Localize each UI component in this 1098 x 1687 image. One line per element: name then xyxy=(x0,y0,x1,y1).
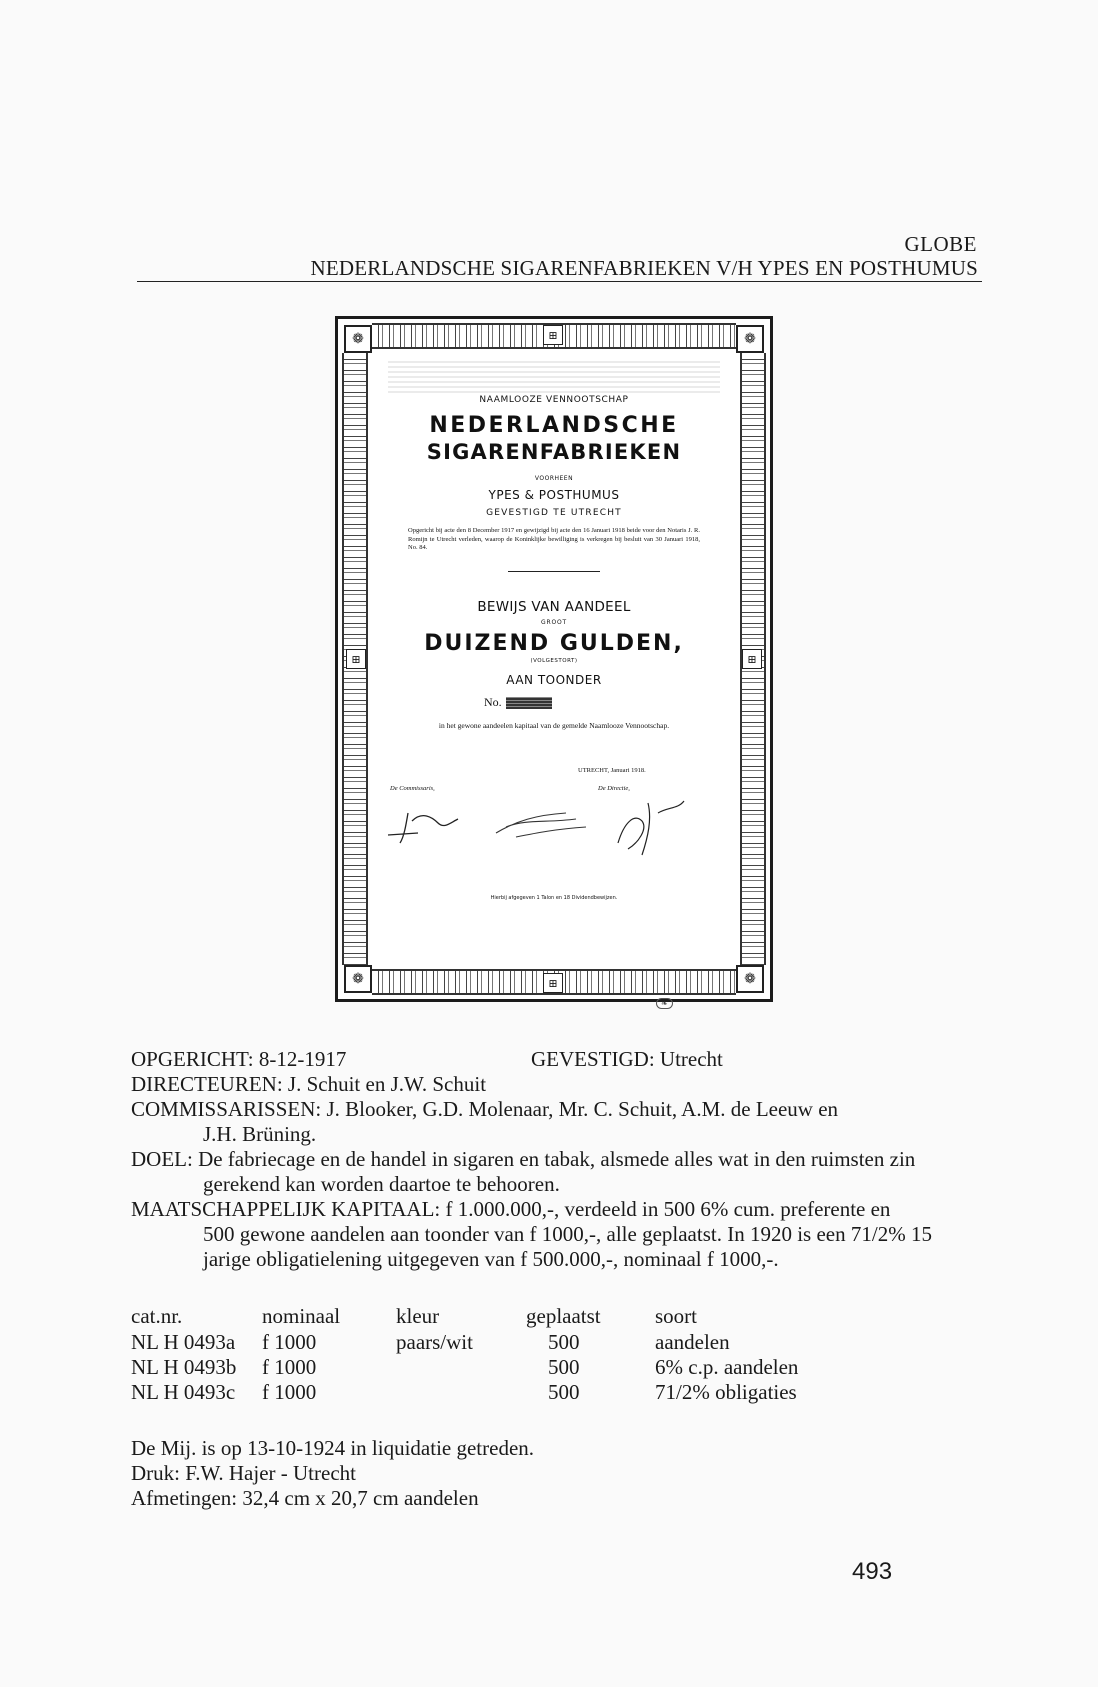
commissarissen-continuation: J.H. Brüning. xyxy=(203,1122,317,1146)
corner-ornament-icon: ❁ xyxy=(344,965,372,993)
groot-label: GROOT xyxy=(541,619,567,626)
liquidatie-line: De Mij. is op 13-10-1924 in liquidatie getreden. xyxy=(131,1436,535,1460)
doel-line: DOEL: De fabriecage en de handel in sigaren en tabak, alsmede alles wat in den ruimsten zin xyxy=(131,1147,916,1171)
commissarissen-line: COMMISSARISSEN: J. Blooker, G.D. Molenaar, Mr. C. Schuit, A.M. de Leeuw en xyxy=(131,1097,839,1121)
paid-up-label: (VOLGESTORT) xyxy=(530,658,578,664)
page-number: 493 xyxy=(852,1558,893,1585)
number-stamp xyxy=(506,697,552,709)
signature-directie-1 xyxy=(486,793,596,848)
kapitaal-line: MAATSCHAPPELIJK KAPITAAL: f 1.000.000,-, verdeeld in 500 6% cum. preferente en xyxy=(131,1197,891,1221)
table-cell: f 1000 xyxy=(262,1380,317,1404)
company-type: NAAMLOOZE VENNOOTSCHAP xyxy=(479,395,629,405)
header-company: NEDERLANDSCHE SIGARENFABRIEKEN V/H YPES EN POSTHUMUS xyxy=(310,256,978,280)
table-cell: paars/wit xyxy=(396,1330,473,1354)
printer-mark-icon: ❧ xyxy=(656,998,673,1009)
table-cell: NL H 0493c xyxy=(131,1380,236,1404)
table-cell: NL H 0493b xyxy=(131,1355,237,1379)
table-cell: 71/2% obligaties xyxy=(655,1380,797,1404)
place-date: UTRECHT, Januari 1918. xyxy=(578,767,646,774)
table-header: cat.nr. xyxy=(131,1304,183,1328)
opgericht-line: OPGERICHT: 8-12-1917 xyxy=(131,1047,347,1071)
talon-note: Hierbij afgegeven 1 Talon en 18 Dividendbewijzen. xyxy=(490,895,618,901)
certificate-number xyxy=(484,695,552,710)
corner-ornament-icon: ❁ xyxy=(736,965,764,993)
stamp-smudge xyxy=(388,359,720,393)
company-name-line1: NEDERLANDSCHE xyxy=(429,413,679,438)
kapitaal-continuation-1: 500 gewone aandelen aan toonder van f 1000,-, alle geplaatst. In 1920 is een 71/2% 15 xyxy=(203,1222,932,1246)
share-amount: DUIZEND GULDEN, xyxy=(424,631,684,656)
voorheen-label: VOORHEEN xyxy=(534,475,574,482)
gevestigd-line: GEVESTIGD: Utrecht xyxy=(531,1047,723,1071)
company-name-line2: SIGARENFABRIEKEN xyxy=(426,440,682,464)
bearer-label: AAN TOONDER xyxy=(506,673,602,687)
table-header: kleur xyxy=(396,1304,440,1328)
table-header: geplaatst xyxy=(526,1304,601,1328)
share-certificate xyxy=(335,316,773,1002)
former-name: YPES & POSTHUMUS xyxy=(488,488,620,502)
commissaris-label: De Commissaris, xyxy=(390,785,435,792)
grid-ornament-icon: ⊞ xyxy=(543,325,563,345)
table-cell: f 1000 xyxy=(262,1355,317,1379)
afmetingen-line: Afmetingen: 32,4 cm x 20,7 cm aandelen xyxy=(131,1486,479,1510)
grid-ornament-icon: ⊞ xyxy=(346,649,366,669)
signature-directie-2 xyxy=(598,793,698,863)
share-title: BEWIJS VAN AANDEEL xyxy=(477,599,631,615)
table-cell: 500 xyxy=(548,1330,580,1354)
header-rule xyxy=(137,281,982,282)
grid-ornament-icon: ⊞ xyxy=(742,649,762,669)
founding-text: Opgericht bij acte den 8 December 1917 en gewijzigd bij acte den 16 Januari 1918 beide voor den Notaris J. R. Romijn te Utrecht verleden, waarop de Koninklijke bewilliging is verkregen bij besluit van 30 Januari 1918, No. 84. xyxy=(408,527,700,551)
directeuren-line: DIRECTEUREN: J. Schuit en J.W. Schuit xyxy=(131,1072,487,1096)
signature-commissaris xyxy=(378,793,473,848)
seat-line: GEVESTIGD TE UTRECHT xyxy=(486,508,622,518)
table-cell: f 1000 xyxy=(262,1330,317,1354)
certificate-content xyxy=(378,355,730,963)
number-label: No. xyxy=(484,695,502,709)
table-cell: 6% c.p. aandelen xyxy=(655,1355,799,1379)
grid-ornament-icon: ⊞ xyxy=(543,973,563,993)
corner-ornament-icon: ❁ xyxy=(344,325,372,353)
doel-continuation: gerekend kan worden daartoe te behooren. xyxy=(203,1172,560,1196)
druk-line: Druk: F.W. Hajer - Utrecht xyxy=(131,1461,356,1485)
directie-label: De Directie, xyxy=(598,785,630,792)
kapitaal-continuation-2: jarige obligatielening uitgegeven van f 500.000,-, nominaal f 1000,-. xyxy=(203,1247,779,1271)
table-header: nominaal xyxy=(262,1304,341,1328)
table-cell: 500 xyxy=(548,1380,580,1404)
capital-text: in het gewone aandeelen kapitaal van de gemelde Naamlooze Vennootschap. xyxy=(438,721,670,730)
table-header: soort xyxy=(655,1304,697,1328)
corner-ornament-icon: ❁ xyxy=(736,325,764,353)
certificate-divider xyxy=(508,571,600,572)
header-brand: GLOBE xyxy=(904,232,977,256)
table-cell: 500 xyxy=(548,1355,580,1379)
table-cell: NL H 0493a xyxy=(131,1330,236,1354)
table-cell: aandelen xyxy=(655,1330,730,1354)
